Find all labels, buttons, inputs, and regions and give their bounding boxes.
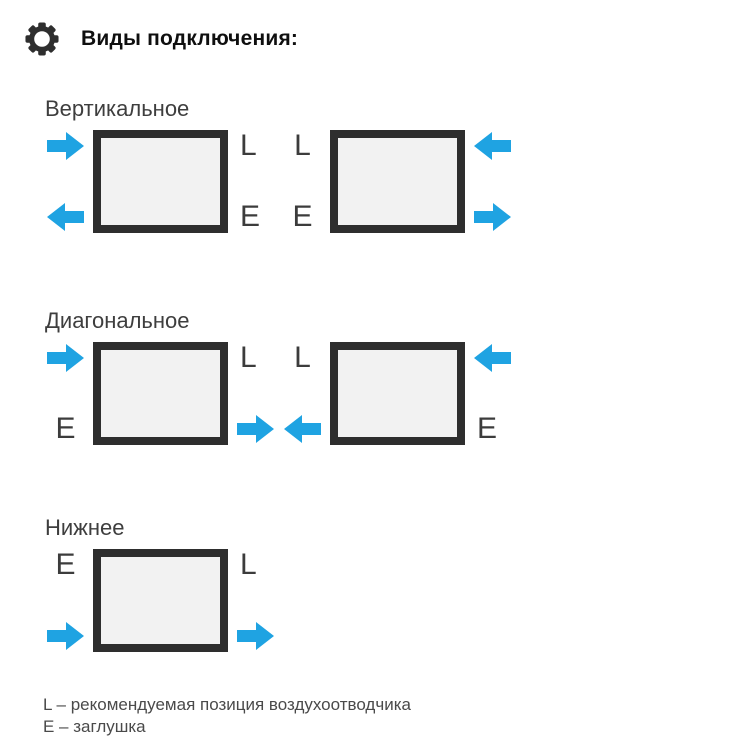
- plug-letter: E: [240, 200, 261, 233]
- air-vent-letter: L: [240, 341, 257, 374]
- left-connections: [47, 342, 84, 445]
- plug-letter: E: [477, 412, 498, 445]
- section-bottom-diagrams: [47, 549, 274, 652]
- flow-arrow-right-icon: [237, 415, 274, 443]
- air-vent-letter: L: [294, 341, 311, 374]
- radiator-diagram-diagonal-right: [284, 342, 511, 445]
- flow-arrow-left-icon: [474, 344, 511, 372]
- section-diagonal-title: Диагональное: [45, 308, 190, 333]
- radiator-body: [93, 130, 228, 233]
- radiator-body: [93, 342, 228, 445]
- left-connections: [47, 130, 84, 233]
- radiator-body: [330, 342, 465, 445]
- gear-icon: [25, 22, 59, 56]
- legend: [43, 694, 411, 738]
- left-connections: [284, 130, 321, 233]
- radiator-diagram-vertical-left: [47, 130, 274, 233]
- flow-arrow-left-icon: [47, 203, 84, 231]
- plug-letter: E: [55, 548, 76, 581]
- flow-arrow-left-icon: [284, 415, 321, 443]
- radiator-body: [330, 130, 465, 233]
- legend-line-air-vent: L – рекомендуемая позиция воздухоотводчика: [43, 695, 411, 714]
- plug-letter: E: [55, 412, 76, 445]
- left-connections: [284, 342, 321, 445]
- header: [25, 22, 298, 56]
- right-connections: [474, 130, 511, 233]
- flow-arrow-right-icon: [474, 203, 511, 231]
- section-diagonal: [45, 308, 511, 445]
- left-connections: [47, 549, 84, 652]
- section-vertical-title: Вертикальное: [45, 96, 190, 121]
- right-connections: [237, 130, 274, 233]
- section-vertical-diagrams: [47, 130, 511, 233]
- right-connections: [237, 549, 274, 652]
- air-vent-letter: L: [294, 129, 311, 162]
- section-vertical: [45, 96, 511, 233]
- section-bottom-title: Нижнее: [45, 515, 125, 540]
- section-diagonal-diagrams: [47, 342, 511, 445]
- air-vent-letter: L: [240, 548, 257, 581]
- right-connections: [474, 342, 511, 445]
- right-connections: [237, 342, 274, 445]
- page-title: Виды подключения:: [81, 27, 299, 50]
- flow-arrow-right-icon: [47, 132, 84, 160]
- plug-letter: E: [292, 200, 313, 233]
- flow-arrow-right-icon: [47, 344, 84, 372]
- legend-line-plug: E – заглушка: [43, 717, 146, 736]
- radiator-diagram-bottom: [47, 549, 274, 652]
- air-vent-letter: L: [240, 129, 257, 162]
- flow-arrow-right-icon: [237, 622, 274, 650]
- flow-arrow-left-icon: [474, 132, 511, 160]
- flow-arrow-right-icon: [47, 622, 84, 650]
- section-bottom: [45, 515, 274, 652]
- radiator-body: [93, 549, 228, 652]
- radiator-diagram-diagonal-left: [47, 342, 274, 445]
- radiator-diagram-vertical-right: [284, 130, 511, 233]
